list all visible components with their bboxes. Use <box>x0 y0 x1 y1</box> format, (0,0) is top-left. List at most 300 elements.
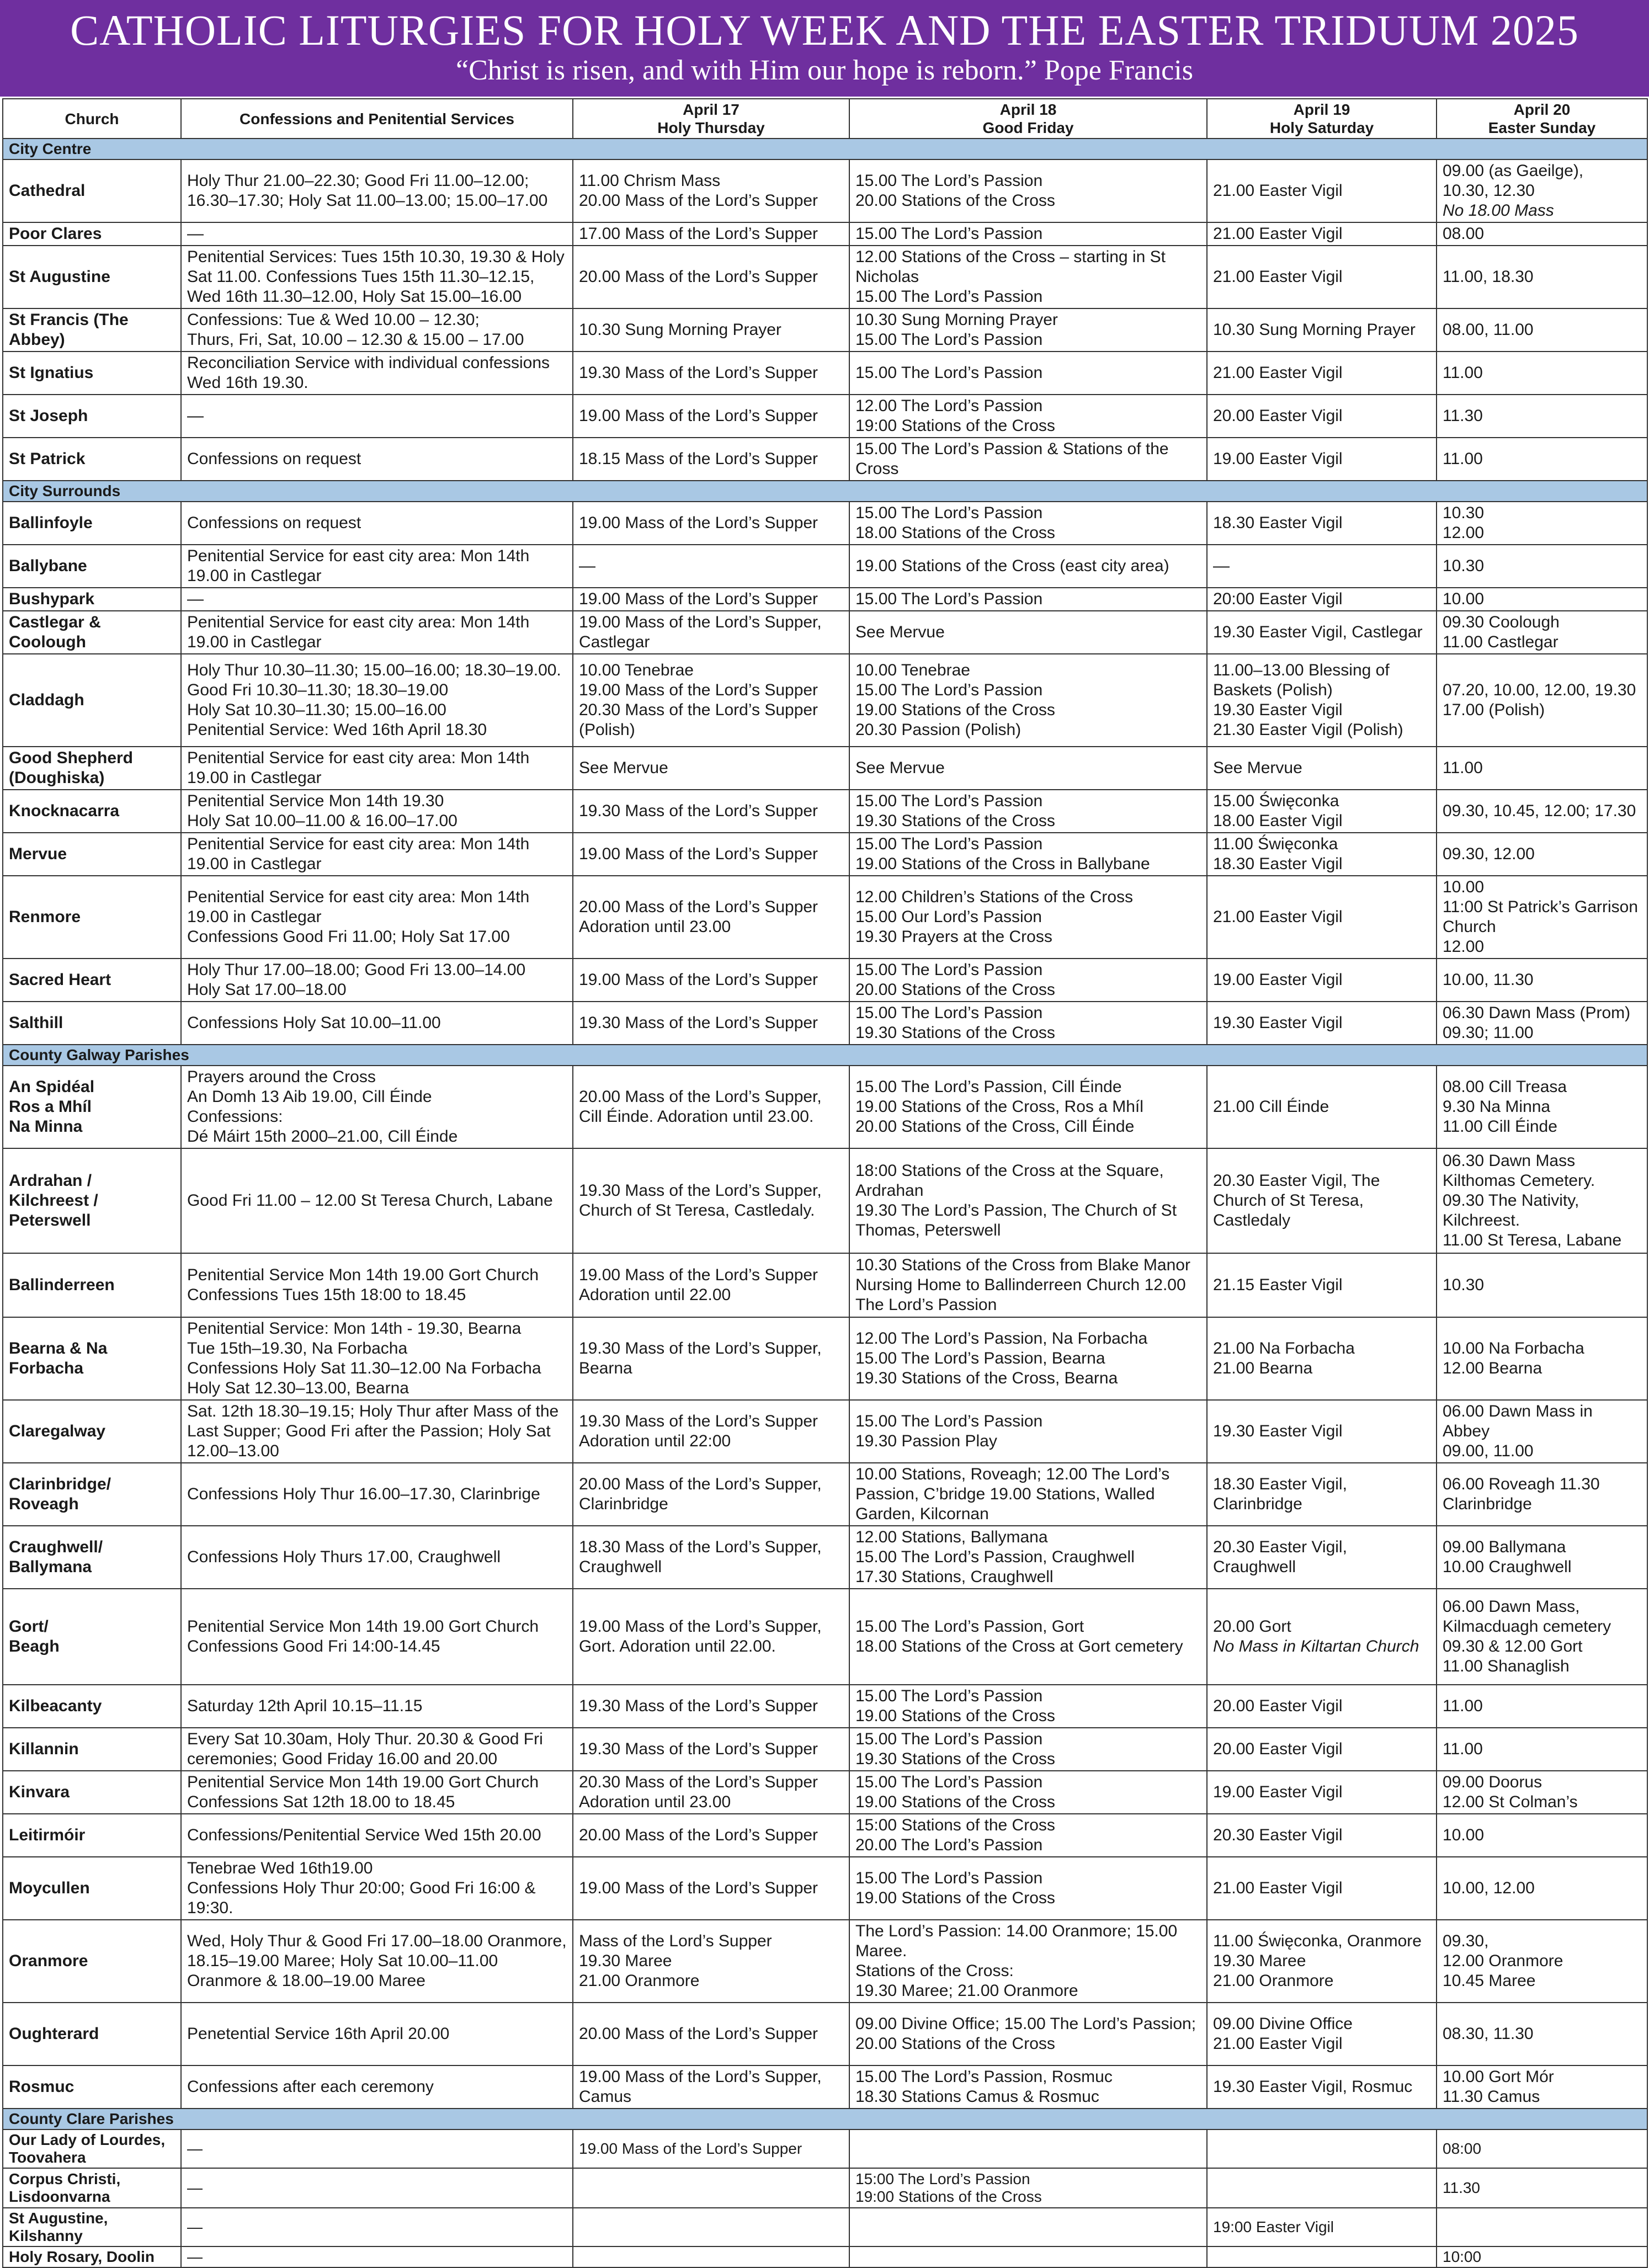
confessions-cell <box>181 502 573 545</box>
table-row <box>3 308 1647 352</box>
cell-text: 06.00 Roveagh 11.30 Clarinbridge <box>1443 1475 1600 1513</box>
table-row <box>3 1589 1647 1685</box>
holy-saturday-cell <box>1207 1002 1437 1045</box>
table-row <box>3 959 1647 1002</box>
holy-saturday-cell <box>1207 654 1437 747</box>
holy-thursday-cell <box>573 395 849 438</box>
good-friday-cell <box>849 1002 1207 1045</box>
church-name <box>3 1920 181 2003</box>
cell-text: 21.00 Na Forbacha 21.00 Bearna <box>1213 1339 1355 1377</box>
confessions-cell <box>181 2246 573 2267</box>
church-name <box>3 833 181 876</box>
cell-text: 09.30, 12.00 <box>1443 845 1535 863</box>
cell-text: St Joseph <box>9 407 88 425</box>
good-friday-cell <box>849 1066 1207 1148</box>
good-friday-cell <box>849 1317 1207 1400</box>
cell-text: An Spidéal Ros a Mhíl Na Minna <box>9 1078 95 1136</box>
church-name <box>3 790 181 833</box>
church-name <box>3 1002 181 1045</box>
cell-text: 19.00 Mass of the Lord’s Supper Adoration until 22.00 <box>579 1266 818 1304</box>
holy-saturday-cell <box>1207 1526 1437 1589</box>
cell-text: 15.00 The Lord’s Passion, Cill Éinde 19.00 Stations of the Cross, Ros a Mhíl 20.00 Stations of the Cross, Cill Éinde <box>855 1078 1143 1136</box>
cell-text: 10.00 Gort Mór 11.30 Camus <box>1443 2068 1554 2106</box>
table-row <box>3 2168 1647 2208</box>
section-header-row <box>3 1045 1647 1066</box>
cell-text: Wed, Holy Thur & Good Fri 17.00–18.00 Oranmore, 18.15–19.00 Maree; Holy Sat 10.00–11.00 Oranmore & 18.00–19.00 Maree <box>187 1932 567 1990</box>
church-name <box>3 588 181 611</box>
holy-saturday-cell <box>1207 2003 1437 2065</box>
cell-text: 10.30 Sung Morning Prayer <box>579 321 781 339</box>
column-header: April 18 Good Friday <box>849 99 1207 139</box>
confessions-cell <box>181 438 573 481</box>
easter-sunday-cell <box>1437 502 1647 545</box>
good-friday-cell <box>849 611 1207 654</box>
confessions-cell <box>181 246 573 308</box>
table-row <box>3 2208 1647 2246</box>
holy-saturday-cell <box>1207 159 1437 222</box>
cell-text: Ballybane <box>9 557 87 575</box>
cell-text: Sacred Heart <box>9 971 111 989</box>
cell-text: St Francis (The Abbey) <box>9 311 129 349</box>
holy-saturday-cell <box>1207 222 1437 246</box>
easter-sunday-cell <box>1437 747 1647 790</box>
cell-text: 10.00, 12.00 <box>1443 1879 1535 1897</box>
holy-saturday-cell <box>1207 352 1437 395</box>
cell-text: 21.00 Easter Vigil <box>1213 182 1343 200</box>
holy-saturday-cell <box>1207 1253 1437 1317</box>
cell-text: 10.30 Sung Morning Prayer 15.00 The Lord’s Passion <box>855 311 1058 349</box>
holy-thursday-cell <box>573 1463 849 1526</box>
cell-text: 15.00 The Lord’s Passion, Gort 18.00 Stations of the Cross at Gort cemetery <box>855 1617 1183 1655</box>
church-name <box>3 1253 181 1317</box>
holy-thursday-cell <box>573 1920 849 2003</box>
good-friday-cell <box>849 1685 1207 1728</box>
holy-saturday-cell <box>1207 2246 1437 2267</box>
cell-text: Reconciliation Service with individual confessions Wed 16th 19.30. <box>187 354 550 392</box>
church-name <box>3 308 181 352</box>
section-header-row <box>3 139 1647 159</box>
holy-thursday-cell <box>573 611 849 654</box>
cell-text: — <box>579 557 595 575</box>
easter-sunday-cell <box>1437 1066 1647 1148</box>
cell-text: 21.00 Easter Vigil <box>1213 364 1343 382</box>
cell-text: Penitential Service for east city area: Mon 14th 19.00 in Castlegar <box>187 547 530 585</box>
church-name <box>3 395 181 438</box>
table-row <box>3 352 1647 395</box>
confessions-cell <box>181 1728 573 1771</box>
cell-text: 20.30 Mass of the Lord’s Supper Adoration until 23.00 <box>579 1773 818 1811</box>
good-friday-cell <box>849 246 1207 308</box>
holy-thursday-cell <box>573 222 849 246</box>
church-name <box>3 222 181 246</box>
good-friday-cell <box>849 545 1207 588</box>
cell-text: Renmore <box>9 908 81 926</box>
confessions-cell <box>181 1317 573 1400</box>
cell-text: Claregalway <box>9 1422 106 1440</box>
easter-sunday-cell <box>1437 876 1647 959</box>
cell-text: 20.00 Easter Vigil <box>1213 1697 1343 1715</box>
cell-text: Saturday 12th April 10.15–11.15 <box>187 1697 423 1715</box>
church-name <box>3 1857 181 1920</box>
confessions-cell <box>181 876 573 959</box>
cell-text: Holy Rosary, Doolin <box>9 2248 155 2265</box>
cell-text: Killannin <box>9 1740 79 1758</box>
table-row <box>3 222 1647 246</box>
good-friday-cell <box>849 1463 1207 1526</box>
table-row <box>3 2129 1647 2168</box>
holy-thursday-cell <box>573 1148 849 1253</box>
table-row <box>3 2246 1647 2267</box>
holy-thursday-cell <box>573 588 849 611</box>
cell-text: Penitential Services: Tues 15th 10.30, 19.30 & Holy Sat 11.00. Confessions Tues 15th 11.30–12.15, Wed 16th 11.30–12.00, Holy Sat 15.00–16.00 <box>187 248 565 306</box>
liturgy-schedule-table <box>2 98 1648 2268</box>
cell-text: Confessions Holy Thurs 17.00, Craughwell <box>187 1548 501 1566</box>
cell-text: 19.00 Mass of the Lord’s Supper <box>579 2140 802 2157</box>
confessions-cell <box>181 747 573 790</box>
easter-sunday-cell <box>1437 246 1647 308</box>
confessions-cell <box>181 545 573 588</box>
cell-text: 17.00 Mass of the Lord’s Supper <box>579 225 818 243</box>
confessions-cell <box>181 2065 573 2109</box>
easter-sunday-cell <box>1437 2208 1647 2246</box>
cell-text: 18:00 Stations of the Cross at the Square, Ardrahan 19.30 The Lord’s Passion, The Church of St Thomas, Peterswell <box>855 1162 1177 1239</box>
good-friday-cell <box>849 502 1207 545</box>
confessions-cell <box>181 2168 573 2208</box>
cell-text: 15.00 The Lord’s Passion <box>855 590 1043 608</box>
cell-text: See Mervue <box>1213 759 1302 777</box>
confessions-cell <box>181 1814 573 1857</box>
church-name <box>3 1728 181 1771</box>
cell-text: Rosmuc <box>9 2078 75 2096</box>
easter-sunday-cell <box>1437 1685 1647 1728</box>
holy-thursday-cell <box>573 1857 849 1920</box>
cell-text: — <box>187 590 204 608</box>
table-row <box>3 1463 1647 1526</box>
cell-text: 19.00 Stations of the Cross (east city area) <box>855 557 1169 575</box>
cell-text: Confessions on request <box>187 450 361 468</box>
cell-text: Penitential Service Mon 14th 19.00 Gort Church Confessions Tues 15th 18:00 to 18.45 <box>187 1266 539 1304</box>
holy-saturday-cell <box>1207 1814 1437 1857</box>
cell-text: 12.00 The Lord’s Passion 19:00 Stations of the Cross <box>855 397 1055 435</box>
cell-text: Good Fri 11.00 – 12.00 St Teresa Church, Labane <box>187 1191 553 1210</box>
cell-text: 19.30 Mass of the Lord’s Supper <box>579 1697 818 1715</box>
good-friday-cell <box>849 1400 1207 1463</box>
cell-text: 20.00 Mass of the Lord’s Supper <box>579 268 818 286</box>
good-friday-cell <box>849 395 1207 438</box>
confessions-cell <box>181 395 573 438</box>
cell-text: Kinvara <box>9 1783 70 1801</box>
table-row <box>3 876 1647 959</box>
cell-text: Ballinfoyle <box>9 514 93 532</box>
cell-text: 15.00 The Lord’s Passion 20.00 Stations of the Cross <box>855 961 1055 999</box>
table-row <box>3 1148 1647 1253</box>
church-name <box>3 2168 181 2208</box>
cell-text: 19.00 Mass of the Lord’s Supper, Castlegar <box>579 613 822 651</box>
table-row <box>3 1920 1647 2003</box>
holy-thursday-cell <box>573 438 849 481</box>
cell-text: 15.00 Święconka 18.00 Easter Vigil <box>1213 792 1343 830</box>
easter-sunday-cell <box>1437 1148 1647 1253</box>
cell-text: 20:00 Easter Vigil <box>1213 590 1343 608</box>
cell-text: 10.30 <box>1443 557 1485 575</box>
good-friday-cell <box>849 1589 1207 1685</box>
cell-text: 09.00 Doorus 12.00 St Colman’s <box>1443 1773 1578 1811</box>
easter-sunday-cell <box>1437 1814 1647 1857</box>
church-name <box>3 1463 181 1526</box>
cell-text: 18.30 Easter Vigil, Clarinbridge <box>1213 1475 1347 1513</box>
holy-thursday-cell <box>573 2129 849 2168</box>
confessions-cell <box>181 1148 573 1253</box>
cell-text: Penitential Service: Mon 14th - 19.30, Bearna Tue 15th–19.30, Na Forbacha Confessions Holy Sat 11.30–12.00 Na Forbacha Holy Sat 12.30–13.00, Bearna <box>187 1319 541 1397</box>
table-row <box>3 1400 1647 1463</box>
cell-text: 19.30 Mass of the Lord’s Supper <box>579 1014 818 1032</box>
page-quote: “Christ is risen, and with Him our hope is reborn.” Pope Francis <box>456 55 1193 86</box>
holy-saturday-cell <box>1207 1148 1437 1253</box>
cell-text: Penitential Service Mon 14th 19.00 Gort Church Confessions Good Fri 14:00-14.45 <box>187 1617 539 1655</box>
cell-text: 12.00 Stations, Ballymana 15.00 The Lord’s Passion, Craughwell 17.30 Stations, Craughwell <box>855 1528 1135 1586</box>
holy-saturday-cell <box>1207 2208 1437 2246</box>
cell-text: 15.00 The Lord’s Passion 19.30 Passion Play <box>855 1412 1043 1450</box>
cell-text: 20.00 Mass of the Lord’s Supper <box>579 1826 818 1844</box>
church-name <box>3 352 181 395</box>
cell-text: 19.00 Mass of the Lord’s Supper <box>579 407 818 425</box>
holy-thursday-cell <box>573 1771 849 1814</box>
cell-text: 15.00 The Lord’s Passion 19.00 Stations of the Cross in Ballybane <box>855 835 1150 873</box>
cell-text: 15.00 The Lord’s Passion 20.00 Stations of the Cross <box>855 172 1055 210</box>
easter-sunday-cell <box>1437 588 1647 611</box>
table-row <box>3 438 1647 481</box>
cell-text: Penitential Service for east city area: Mon 14th 19.00 in Castlegar <box>187 749 530 787</box>
holy-thursday-cell <box>573 876 849 959</box>
church-name <box>3 1685 181 1728</box>
cell-text: 09.00 Ballymana 10.00 Craughwell <box>1443 1538 1572 1576</box>
cell-text: 15.00 The Lord’s Passion 19.30 Stations of the Cross <box>855 792 1055 830</box>
cell-text: The Lord’s Passion: 14.00 Oranmore; 15.00 Maree. Stations of the Cross: 19.30 Maree; 21.00 Oranmore <box>855 1922 1178 2000</box>
cell-text: 10.30 Stations of the Cross from Blake Manor Nursing Home to Ballinderreen Church 12.00 The Lord’s Passion <box>855 1256 1190 1314</box>
cell-text: 09.00 Divine Office; 15.00 The Lord’s Passion; 20.00 Stations of the Cross <box>855 2015 1196 2053</box>
cell-text: 10.30 <box>1443 1276 1485 1294</box>
table-row <box>3 1814 1647 1857</box>
table-row <box>3 833 1647 876</box>
holy-saturday-cell <box>1207 1463 1437 1526</box>
cell-text: Sat. 12th 18.30–19.15; Holy Thur after Mass of the Last Supper; Good Fri after the Passion; Holy Sat 12.00–13.00 <box>187 1402 559 1460</box>
cell-text: 10.00 Stations, Roveagh; 12.00 The Lord’s Passion, C’bridge 19.00 Stations, Walled Garden, Kilcornan <box>855 1465 1170 1523</box>
easter-sunday-cell <box>1437 1253 1647 1317</box>
cell-text: 19.30 Easter Vigil, Castlegar <box>1213 623 1423 641</box>
cell-text: 19.00 Mass of the Lord’s Supper, Camus <box>579 2068 822 2106</box>
cell-text: 12.00 Children’s Stations of the Cross 15.00 Our Lord’s Passion 19.30 Prayers at the Cross <box>855 888 1134 946</box>
cell-text: 11.00–13.00 Blessing of Baskets (Polish) 19.30 Easter Vigil 21.30 Easter Vigil (Polish) <box>1213 661 1403 739</box>
holy-thursday-cell <box>573 833 849 876</box>
church-name <box>3 438 181 481</box>
cell-text: 09.00 Divine Office 21.00 Easter Vigil <box>1213 2015 1353 2053</box>
cell-text: — <box>187 2218 203 2235</box>
cell-text: Penitential Service Mon 14th 19.30 Holy Sat 10.00–11.00 & 16.00–17.00 <box>187 792 458 830</box>
cell-text: 09.30, 12.00 Oranmore 10.45 Maree <box>1443 1932 1563 1990</box>
cell-text: Penitential Service for east city area: Mon 14th 19.00 in Castlegar <box>187 613 530 651</box>
cell-text: Penitential Service Mon 14th 19.00 Gort Church Confessions Sat 12th 18.00 to 18.45 <box>187 1773 539 1811</box>
holy-thursday-cell <box>573 352 849 395</box>
cell-text: Confessions Holy Sat 10.00–11.00 <box>187 1014 441 1032</box>
cell-text: 10.00 Na Forbacha 12.00 Bearna <box>1443 1339 1584 1377</box>
cell-text: St Augustine, Kilshanny <box>9 2210 108 2244</box>
good-friday-cell <box>849 959 1207 1002</box>
cell-text: Oughterard <box>9 2025 99 2043</box>
holy-saturday-cell <box>1207 2129 1437 2168</box>
sunday-note: No 18.00 Mass <box>1443 201 1554 220</box>
cell-text: St Augustine <box>9 268 110 286</box>
cell-text: Tenebrae Wed 16th19.00 Confessions Holy Thur 20:00; Good Fri 16:00 & 19:30. <box>187 1859 536 1917</box>
column-header: April 19 Holy Saturday <box>1207 99 1437 139</box>
cell-text: 10.00 Tenebrae 15.00 The Lord’s Passion 19.00 Stations of the Cross 20.30 Passion (Polish) <box>855 661 1055 739</box>
church-name <box>3 1400 181 1463</box>
cell-text: 20.30 Easter Vigil, The Church of St Teresa, Castledaly <box>1213 1172 1380 1229</box>
cell-text: 08:00 <box>1443 2140 1482 2157</box>
cell-text: 09.30, 10.45, 12.00; 17.30 <box>1443 802 1636 820</box>
cell-text: 19.00 Mass of the Lord’s Supper, Gort. Adoration until 22.00. <box>579 1617 822 1655</box>
church-name <box>3 1066 181 1148</box>
cell-text: 10.30 12.00 <box>1443 504 1485 542</box>
cell-text: Penitential Service for east city area: Mon 14th 19.00 in Castlegar <box>187 835 530 873</box>
easter-sunday-cell <box>1437 2246 1647 2267</box>
easter-sunday-cell <box>1437 1920 1647 2003</box>
holy-thursday-cell <box>573 2168 849 2208</box>
cell-text: 15.00 The Lord’s Passion 18.00 Stations of the Cross <box>855 504 1055 542</box>
cell-text: — <box>187 407 204 425</box>
cell-text: 19.30 Easter Vigil <box>1213 1014 1343 1032</box>
holy-saturday-cell <box>1207 1857 1437 1920</box>
cell-text: 19.30 Mass of the Lord’s Supper Adoration until 22:00 <box>579 1412 818 1450</box>
holy-thursday-cell <box>573 654 849 747</box>
table-row <box>3 545 1647 588</box>
easter-sunday-cell <box>1437 1002 1647 1045</box>
cell-text: 10:00 <box>1443 2248 1482 2265</box>
cell-text: 19.00 Mass of the Lord’s Supper <box>579 1879 818 1897</box>
confessions-cell <box>181 222 573 246</box>
cell-text: 11.00, 18.30 <box>1443 268 1534 286</box>
holy-saturday-cell <box>1207 395 1437 438</box>
cell-text: 19.00 Easter Vigil <box>1213 971 1343 989</box>
cell-text: 19.30 Easter Vigil, Rosmuc <box>1213 2078 1413 2096</box>
holy-thursday-cell <box>573 308 849 352</box>
holy-thursday-cell <box>573 246 849 308</box>
holy-saturday-cell <box>1207 1771 1437 1814</box>
table-row <box>3 747 1647 790</box>
cell-text: 06.00 Dawn Mass in Abbey 09.00, 11.00 <box>1443 1402 1593 1460</box>
cell-text: 11.00 Święconka, Oranmore 19.30 Maree 21.00 Oranmore <box>1213 1932 1422 1990</box>
cell-text: 19.00 Mass of the Lord’s Supper <box>579 514 818 532</box>
table-row <box>3 611 1647 654</box>
cell-text: 15:00 Stations of the Cross 20.00 The Lord’s Passion <box>855 1816 1055 1854</box>
column-header: April 17 Holy Thursday <box>573 99 849 139</box>
cell-text: 10.00, 11.30 <box>1443 971 1534 989</box>
holy-thursday-cell <box>573 1814 849 1857</box>
easter-sunday-cell <box>1437 352 1647 395</box>
confessions-cell <box>181 654 573 747</box>
table-row <box>3 1002 1647 1045</box>
cell-text: 11.00 Chrism Mass 20.00 Mass of the Lord’s Supper <box>579 172 818 210</box>
holy-saturday-cell <box>1207 790 1437 833</box>
holy-saturday-cell <box>1207 502 1437 545</box>
cell-text: 19.00 Mass of the Lord’s Supper <box>579 971 818 989</box>
cell-text: — <box>187 2248 203 2265</box>
church-name <box>3 1317 181 1400</box>
cell-text: 20.00 Easter Vigil <box>1213 407 1343 425</box>
cell-text: Holy Thur 10.30–11.30; 15.00–16.00; 18.30–19.00. Good Fri 10.30–11.30; 18.30–19.00 Holy Sat 10.30–11.30; 15.00–16.00 Penitential Service: Wed 16th April 18.30 <box>187 661 561 739</box>
good-friday-cell <box>849 588 1207 611</box>
holy-thursday-cell <box>573 959 849 1002</box>
cell-text: 21.00 Easter Vigil <box>1213 268 1343 286</box>
cell-text: 20.00 Gort <box>1213 1617 1291 1636</box>
cell-text: Poor Clares <box>9 225 102 243</box>
table-row <box>3 2003 1647 2065</box>
page-title: CATHOLIC LITURGIES FOR HOLY WEEK AND THE EASTER TRIDUUM 2025 <box>70 6 1579 54</box>
easter-sunday-cell <box>1437 1857 1647 1920</box>
holy-saturday-cell <box>1207 747 1437 790</box>
cell-text: Moycullen <box>9 1879 90 1897</box>
cell-text: 20.00 Mass of the Lord’s Supper, Clarinbridge <box>579 1475 822 1513</box>
holy-thursday-cell <box>573 1317 849 1400</box>
easter-sunday-cell <box>1437 2065 1647 2109</box>
cell-text: 11.00 Święconka 18.30 Easter Vigil <box>1213 835 1343 873</box>
confessions-cell <box>181 1771 573 1814</box>
holy-saturday-cell <box>1207 1066 1437 1148</box>
confessions-cell <box>181 959 573 1002</box>
cell-text: 11.30 <box>1443 407 1483 425</box>
column-header: Confessions and Penitential Services <box>181 99 573 139</box>
table-row <box>3 790 1647 833</box>
column-header: April 20 Easter Sunday <box>1437 99 1647 139</box>
cell-text: 15.00 The Lord’s Passion <box>855 364 1043 382</box>
cell-text: 10.00 <box>1443 590 1485 608</box>
cell-text: 11.00 <box>1443 364 1483 382</box>
good-friday-cell <box>849 1148 1207 1253</box>
holy-thursday-cell <box>573 1526 849 1589</box>
holy-thursday-cell <box>573 2065 849 2109</box>
cell-text: 19.30 Mass of the Lord’s Supper <box>579 802 818 820</box>
section-title: City Surrounds <box>3 481 1647 502</box>
holy-thursday-cell <box>573 2208 849 2246</box>
church-name <box>3 2003 181 2065</box>
cell-text: 10.30 Sung Morning Prayer <box>1213 321 1416 339</box>
good-friday-cell <box>849 2208 1207 2246</box>
good-friday-cell <box>849 790 1207 833</box>
holy-thursday-cell <box>573 790 849 833</box>
cell-text: See Mervue <box>855 759 945 777</box>
cell-text: 21.00 Easter Vigil <box>1213 908 1343 926</box>
church-name <box>3 611 181 654</box>
easter-sunday-cell <box>1437 1526 1647 1589</box>
cell-text: 19.30 Mass of the Lord’s Supper <box>579 364 818 382</box>
cell-text: See Mervue <box>855 623 945 641</box>
confessions-cell <box>181 833 573 876</box>
cell-text: 08.00 <box>1443 225 1485 243</box>
cell-text: Prayers around the Cross An Domh 13 Aib 19.00, Cill Éinde Confessions: Dé Máirt 15th 2000–21.00, Cill Éinde <box>187 1068 458 1146</box>
church-name <box>3 1526 181 1589</box>
confessions-cell <box>181 1920 573 2003</box>
cell-text: Gort/ Beagh <box>9 1617 60 1655</box>
holy-thursday-cell <box>573 1066 849 1148</box>
holy-saturday-cell <box>1207 1400 1437 1463</box>
good-friday-cell <box>849 876 1207 959</box>
cell-text: 11.00 <box>1443 450 1483 468</box>
church-name <box>3 876 181 959</box>
cell-text: 11.00 <box>1443 759 1483 777</box>
cell-text: Claddagh <box>9 691 84 709</box>
table-row <box>3 159 1647 222</box>
cell-text: Knocknacarra <box>9 802 120 820</box>
cell-text: — <box>187 225 204 243</box>
